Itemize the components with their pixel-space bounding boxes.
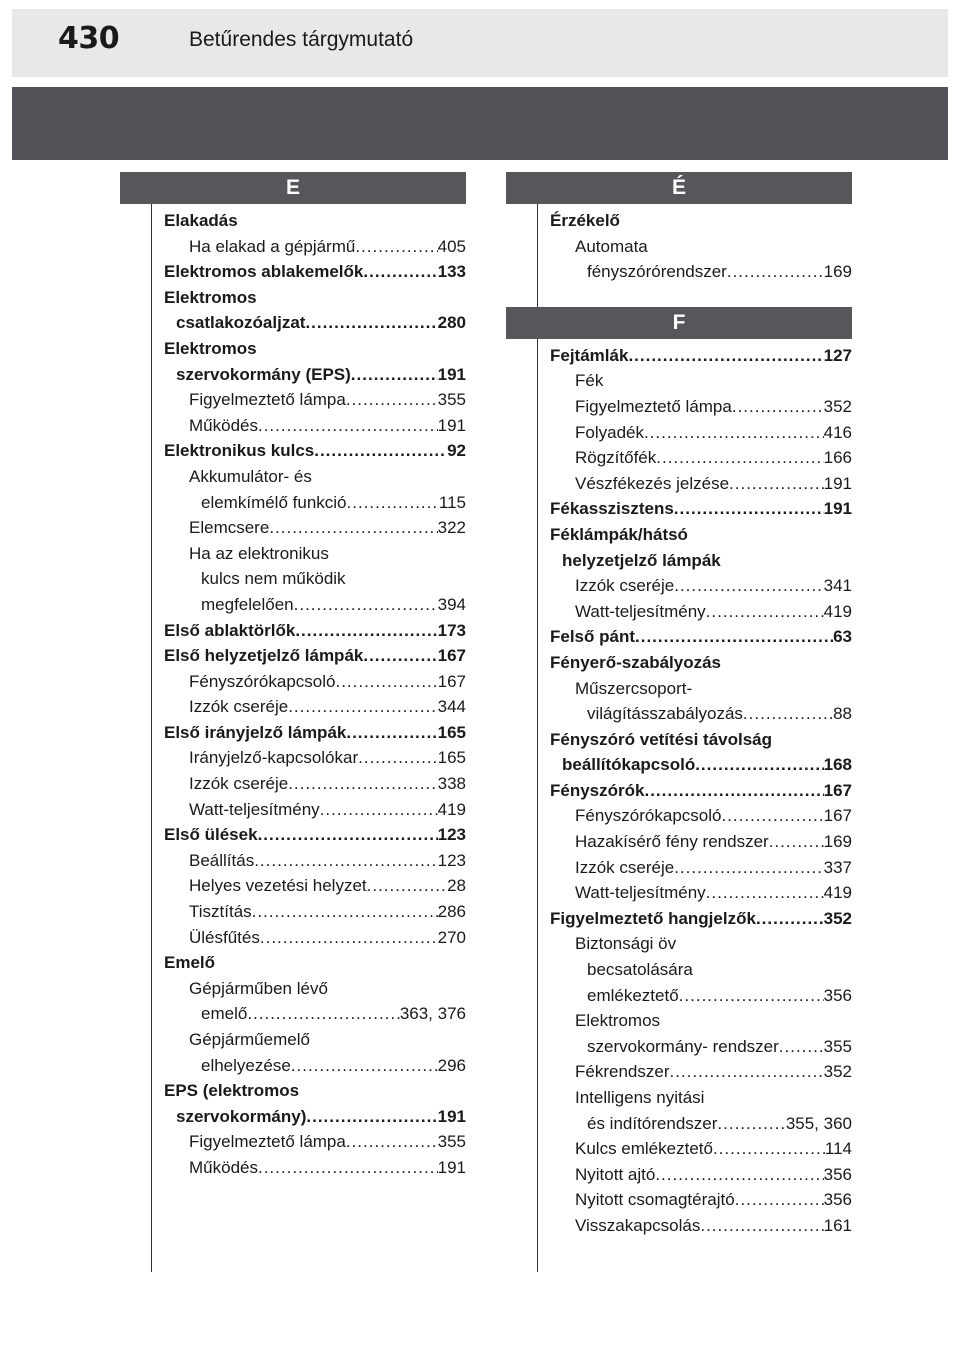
dot-leader <box>294 592 438 618</box>
index-entry-term: Vészfékezés jelzése <box>575 473 730 493</box>
index-entry-term: Ülésfűtés <box>189 927 260 947</box>
dot-leader <box>363 643 437 669</box>
index-entry-term: Elektromos <box>164 287 257 307</box>
dot-leader <box>644 778 823 804</box>
index-entry <box>550 983 852 1009</box>
index-entry-term: Féklámpák/hátsó <box>550 524 688 544</box>
dot-leader <box>351 362 438 388</box>
index-entry-page: 286 <box>437 902 466 922</box>
index-entry-term: Fejtámlák <box>550 345 629 365</box>
index-entry-page: 419 <box>823 883 852 903</box>
index-entry <box>164 464 466 490</box>
dot-leader <box>628 343 823 369</box>
index-entry <box>164 541 466 567</box>
index-entry-term: Izzók cseréje <box>189 774 289 794</box>
dot-leader <box>358 745 437 771</box>
dot-leader <box>258 822 438 848</box>
index-entry-term: Fényszórókapcsoló <box>575 806 722 826</box>
dot-leader <box>288 694 437 720</box>
index-entry-page: 405 <box>437 236 466 256</box>
index-entry <box>164 694 466 720</box>
index-entry-term: Automata <box>575 236 648 256</box>
index-entry-page: 191 <box>437 415 466 435</box>
index-entry-term: Figyelmeztető lámpa <box>575 396 732 416</box>
index-entry-page: 363, 376 <box>399 1004 466 1024</box>
dot-leader <box>260 925 438 951</box>
index-entry-term: Működés <box>189 1157 258 1177</box>
index-entry-page: 123 <box>437 850 466 870</box>
index-entry-term: Első ülések <box>164 825 258 845</box>
index-entry <box>164 899 466 925</box>
dot-leader <box>252 899 438 925</box>
index-entry-page: 133 <box>437 262 466 282</box>
dot-leader <box>769 829 824 855</box>
index-entry <box>550 1111 852 1137</box>
dot-leader <box>347 490 439 516</box>
dot-leader <box>655 1162 823 1188</box>
index-entry <box>550 259 852 285</box>
index-entry <box>550 676 852 702</box>
index-entry-page: 296 <box>437 1055 466 1075</box>
index-entry <box>550 522 852 548</box>
index-entry-page: 355, 360 <box>785 1113 852 1133</box>
dot-leader <box>346 387 438 413</box>
index-entry-page: 356 <box>823 1164 852 1184</box>
index-entry-page: 167 <box>823 780 852 800</box>
index-entry <box>164 873 466 899</box>
dot-leader <box>735 1187 824 1213</box>
index-entry <box>550 394 852 420</box>
index-entry <box>164 1027 466 1053</box>
index-entry <box>550 234 852 260</box>
index-entry-term: elemkímélő funkció <box>201 492 347 512</box>
index-entry-term: Elakadás <box>164 211 238 230</box>
index-entry <box>164 362 466 388</box>
index-entry-page: 191 <box>437 1157 466 1177</box>
index-entry-page: 167 <box>823 806 852 826</box>
index-entry-term: Intelligens nyitási <box>575 1088 705 1107</box>
index-entry-term: Kulcs emlékeztető <box>575 1139 713 1159</box>
index-entry-term: szervokormány (EPS) <box>176 364 351 384</box>
index-entry-page: 167 <box>437 646 466 666</box>
index-entry-term: Fényszórókapcsoló <box>189 671 336 691</box>
index-entry-term: csatlakozóaljzat <box>176 313 306 333</box>
index-entry-term: Emelő <box>164 953 216 973</box>
index-entry <box>164 1155 466 1181</box>
dot-leader <box>258 1155 438 1181</box>
index-entry-term: Fékasszisztens <box>550 499 674 519</box>
index-entry-term: Gépjárműben lévő <box>189 978 328 998</box>
section-letter-f: F <box>506 307 852 339</box>
index-entry-term: Figyelmeztető hangjelzők <box>550 908 756 928</box>
index-entry-page: 419 <box>437 799 466 819</box>
index-entry <box>164 1129 466 1155</box>
index-entry-term: Fényszórók <box>550 780 645 800</box>
index-entry <box>550 906 852 932</box>
index-entry-page: 338 <box>437 774 466 794</box>
dot-leader <box>717 1111 785 1137</box>
index-entry-page: 127 <box>823 345 852 365</box>
dot-leader <box>355 234 437 260</box>
dot-leader <box>291 1053 438 1079</box>
dot-leader <box>779 1034 824 1060</box>
index-entry <box>550 957 852 983</box>
index-entry <box>550 931 852 957</box>
index-entry-term: világításszabályozás <box>587 704 743 724</box>
index-entry-page: 356 <box>823 985 852 1005</box>
section-gap <box>506 285 852 307</box>
index-entry <box>164 797 466 823</box>
index-entry-term: fényszórórendszer <box>587 262 727 282</box>
index-entry-page: 165 <box>437 748 466 768</box>
index-entry <box>550 420 852 446</box>
index-entry <box>550 701 852 727</box>
index-entry <box>164 413 466 439</box>
index-entry <box>550 829 852 855</box>
index-entry <box>164 669 466 695</box>
index-entry <box>164 566 466 592</box>
index-entry <box>164 848 466 874</box>
index-entry-list <box>506 339 852 1239</box>
index-entry-term: Figyelmeztető lámpa <box>189 1132 346 1152</box>
index-entry-page: 191 <box>823 499 852 519</box>
dot-leader <box>706 880 824 906</box>
index-entry <box>164 745 466 771</box>
index-entry <box>550 208 852 234</box>
index-entry-term: Felső pánt <box>550 627 636 647</box>
index-entry-page: 169 <box>823 832 852 852</box>
index-entry <box>164 234 466 260</box>
index-entry-term: Rögzítőfék <box>575 448 657 468</box>
dot-leader <box>335 669 437 695</box>
index-entry <box>164 208 466 234</box>
index-entry-page: 161 <box>823 1215 852 1235</box>
dot-leader <box>729 471 824 497</box>
index-entry-page: 173 <box>437 620 466 640</box>
index-entry-term: Visszakapcsolás <box>575 1215 701 1235</box>
dot-leader <box>305 310 437 336</box>
index-entry <box>550 343 852 369</box>
index-entry <box>164 285 466 311</box>
index-entry-page: 337 <box>823 857 852 877</box>
index-entry-page: 28 <box>447 876 466 896</box>
index-entry <box>164 976 466 1002</box>
index-entry-page: 88 <box>833 704 852 724</box>
index-entry <box>164 310 466 336</box>
index-entry-term: emelő <box>201 1004 248 1024</box>
dot-leader <box>669 1059 823 1085</box>
index-entry-page: 168 <box>823 755 852 775</box>
index-entry-term: Elektromos <box>164 338 257 358</box>
index-entry <box>164 643 466 669</box>
index-entry-term: Watt-teljesítmény <box>575 883 706 903</box>
index-entry-term: szervokormány) <box>176 1106 307 1126</box>
dot-leader <box>695 752 823 778</box>
index-entry-term: Elektromos ablakemelők <box>164 262 364 282</box>
index-entry-term: Beállítás <box>189 850 255 870</box>
index-entry <box>164 1078 466 1104</box>
index-entry <box>550 1059 852 1085</box>
index-entry-page: 92 <box>447 441 466 461</box>
dot-leader <box>269 515 437 541</box>
dot-leader <box>644 420 824 446</box>
index-entry <box>550 624 852 650</box>
index-entry <box>164 387 466 413</box>
index-entry-page: 322 <box>437 518 466 538</box>
index-entry-page: 394 <box>437 594 466 614</box>
index-entry-term: Gépjárműemelő <box>189 1030 310 1049</box>
index-entry-term: Nyitott ajtó <box>575 1164 656 1184</box>
header-bar <box>12 9 948 77</box>
index-entry-page: 419 <box>823 601 852 621</box>
dot-leader <box>679 983 824 1009</box>
index-entry <box>550 548 852 574</box>
index-entry <box>164 438 466 464</box>
index-entry <box>550 1136 852 1162</box>
dot-leader <box>295 618 437 644</box>
index-entry-term: Elemcsere <box>189 518 270 538</box>
index-entry-page: 355 <box>437 390 466 410</box>
index-entry <box>164 822 466 848</box>
index-entry-term: és indítórendszer <box>587 1113 718 1133</box>
dot-leader <box>743 701 833 727</box>
index-entry <box>164 515 466 541</box>
index-entry-page: 355 <box>437 1132 466 1152</box>
index-entry-term: Fékrendszer <box>575 1062 670 1082</box>
index-entry <box>550 1213 852 1239</box>
section-letter-e-acute: É <box>506 172 852 204</box>
index-entry-term: elhelyezése <box>201 1055 291 1075</box>
index-entry-page: 352 <box>823 396 852 416</box>
dot-leader <box>674 496 824 522</box>
index-entry <box>550 803 852 829</box>
index-entry-page: 352 <box>823 1062 852 1082</box>
index-entry-term: Akkumulátor- és <box>189 466 312 486</box>
index-entry-list <box>506 204 852 285</box>
index-entry-term: emlékeztető <box>587 985 679 1005</box>
index-entry-term: Figyelmeztető lámpa <box>189 390 346 410</box>
index-entry-term: megfelelően <box>201 594 294 614</box>
index-entry <box>550 368 852 394</box>
index-entry-term: beállítókapcsoló <box>562 755 696 775</box>
index-entry-term: Watt-teljesítmény <box>575 601 706 621</box>
index-entry <box>164 771 466 797</box>
index-column-left <box>120 172 466 1181</box>
index-entry-term: Első irányjelző lámpák <box>164 722 347 742</box>
index-column-right <box>506 172 852 1239</box>
index-entry-term: Izzók cseréje <box>575 857 675 877</box>
index-entry-page: 166 <box>823 448 852 468</box>
dot-leader <box>656 445 823 471</box>
index-entry-term: Első ablaktörlők <box>164 620 296 640</box>
index-entry <box>550 727 852 753</box>
index-entry-term: Fék <box>575 371 604 391</box>
dot-leader <box>674 855 823 881</box>
dot-leader <box>306 1104 437 1130</box>
index-entry-page: 191 <box>437 1106 466 1126</box>
index-entry-list <box>120 204 466 1181</box>
index-entry-page: 356 <box>823 1190 852 1210</box>
dot-leader <box>700 1213 823 1239</box>
index-entry-page: 270 <box>437 927 466 947</box>
index-entry-term: Folyadék <box>575 422 644 442</box>
index-entry-term: Ha az elektronikus <box>189 543 329 563</box>
index-entry <box>164 259 466 285</box>
index-entry-page: 115 <box>438 492 466 512</box>
page-title: Betűrendes tárgymutató <box>189 28 414 51</box>
index-entry <box>164 592 466 618</box>
index-entry-term: helyzetjelző lámpák <box>562 550 721 570</box>
index-entry-term: EPS (elektromos <box>164 1081 300 1101</box>
index-entry <box>550 855 852 881</box>
index-entry <box>164 1104 466 1130</box>
index-entry <box>550 778 852 804</box>
index-entry-term: Hazakísérő fény rendszer <box>575 832 769 852</box>
index-entry <box>550 1008 852 1034</box>
index-entry-term: Fényszóró vetítési távolság <box>550 729 773 749</box>
index-entry <box>164 720 466 746</box>
index-entry-term: Izzók cseréje <box>575 576 675 596</box>
dot-leader <box>732 394 824 420</box>
index-entry <box>164 490 466 516</box>
index-entry-page: 63 <box>833 627 852 647</box>
index-entry <box>164 1001 466 1027</box>
dot-leader <box>706 599 824 625</box>
dot-leader <box>756 906 824 932</box>
index-entry <box>550 1085 852 1111</box>
index-entry-page: 167 <box>437 671 466 691</box>
index-entry-term: Műszercsoport- <box>575 678 693 698</box>
dot-leader <box>727 259 824 285</box>
index-entry-term: Működés <box>189 415 258 435</box>
index-entry <box>550 573 852 599</box>
index-entry <box>550 599 852 625</box>
index-entry-page: 191 <box>823 473 852 493</box>
dot-leader <box>674 573 823 599</box>
dot-leader <box>346 720 437 746</box>
index-entry <box>550 1187 852 1213</box>
index-entry-page: 191 <box>437 364 466 384</box>
index-entry-page: 344 <box>437 697 466 717</box>
index-entry <box>164 1053 466 1079</box>
index-entry <box>164 925 466 951</box>
dot-leader <box>288 771 437 797</box>
dot-leader <box>314 438 447 464</box>
index-entry-page: 341 <box>823 576 852 596</box>
dot-leader <box>254 848 437 874</box>
index-entry-page: 114 <box>824 1139 852 1159</box>
index-entry-term: Ha elakad a gépjármű <box>189 236 356 256</box>
index-entry-term: Fényerő-szabályozás <box>550 652 722 672</box>
index-entry-page: 280 <box>437 313 466 333</box>
index-entry-term: Elektromos <box>575 1011 661 1031</box>
index-entry <box>550 650 852 676</box>
index-entry-term: Izzók cseréje <box>189 697 289 717</box>
header-band <box>12 87 948 160</box>
index-entry-term: Első helyzetjelző lámpák <box>164 646 364 666</box>
index-entry-term: Helyes vezetési helyzet <box>189 876 367 896</box>
index-entry <box>550 471 852 497</box>
index-entry-term: Elektronikus kulcs <box>164 441 315 461</box>
index-entry-term: Tisztítás <box>189 902 252 922</box>
dot-leader <box>320 797 438 823</box>
index-entry <box>550 1034 852 1060</box>
index-entry-term: becsatolására <box>587 960 693 980</box>
index-entry-page: 416 <box>823 422 852 442</box>
index-entry-term: Watt-teljesítmény <box>189 799 320 819</box>
index-entry-page: 123 <box>437 825 466 845</box>
index-entry-page: 169 <box>823 262 852 282</box>
index-entry <box>164 950 466 976</box>
index-entry <box>164 336 466 362</box>
index-entry-page: 165 <box>437 722 466 742</box>
index-entry-page: 355 <box>823 1036 852 1056</box>
index-entry <box>164 618 466 644</box>
index-entry-term: szervokormány- rendszer <box>587 1036 779 1056</box>
index-entry <box>550 1162 852 1188</box>
dot-leader <box>721 803 823 829</box>
index-entry <box>550 445 852 471</box>
index-entry-term: Érzékelő <box>550 211 620 230</box>
index-entry-term: kulcs nem működik <box>201 569 346 589</box>
index-entry <box>550 496 852 522</box>
index-entry <box>550 752 852 778</box>
dot-leader <box>346 1129 438 1155</box>
dot-leader <box>367 873 447 899</box>
dot-leader <box>363 259 437 285</box>
index-entry-page: 352 <box>823 908 852 928</box>
index-entry-term: Biztonsági öv <box>575 934 677 954</box>
dot-leader <box>635 624 833 650</box>
index-entry-term: Nyitott csomagtérajtó <box>575 1190 735 1210</box>
section-letter-e: E <box>120 172 466 204</box>
index-entry-term: Irányjelző-kapcsolókar <box>189 748 359 768</box>
index-entry <box>550 880 852 906</box>
dot-leader <box>713 1136 825 1162</box>
dot-leader <box>247 1001 400 1027</box>
page-number: 430 <box>58 21 120 56</box>
dot-leader <box>258 413 438 439</box>
